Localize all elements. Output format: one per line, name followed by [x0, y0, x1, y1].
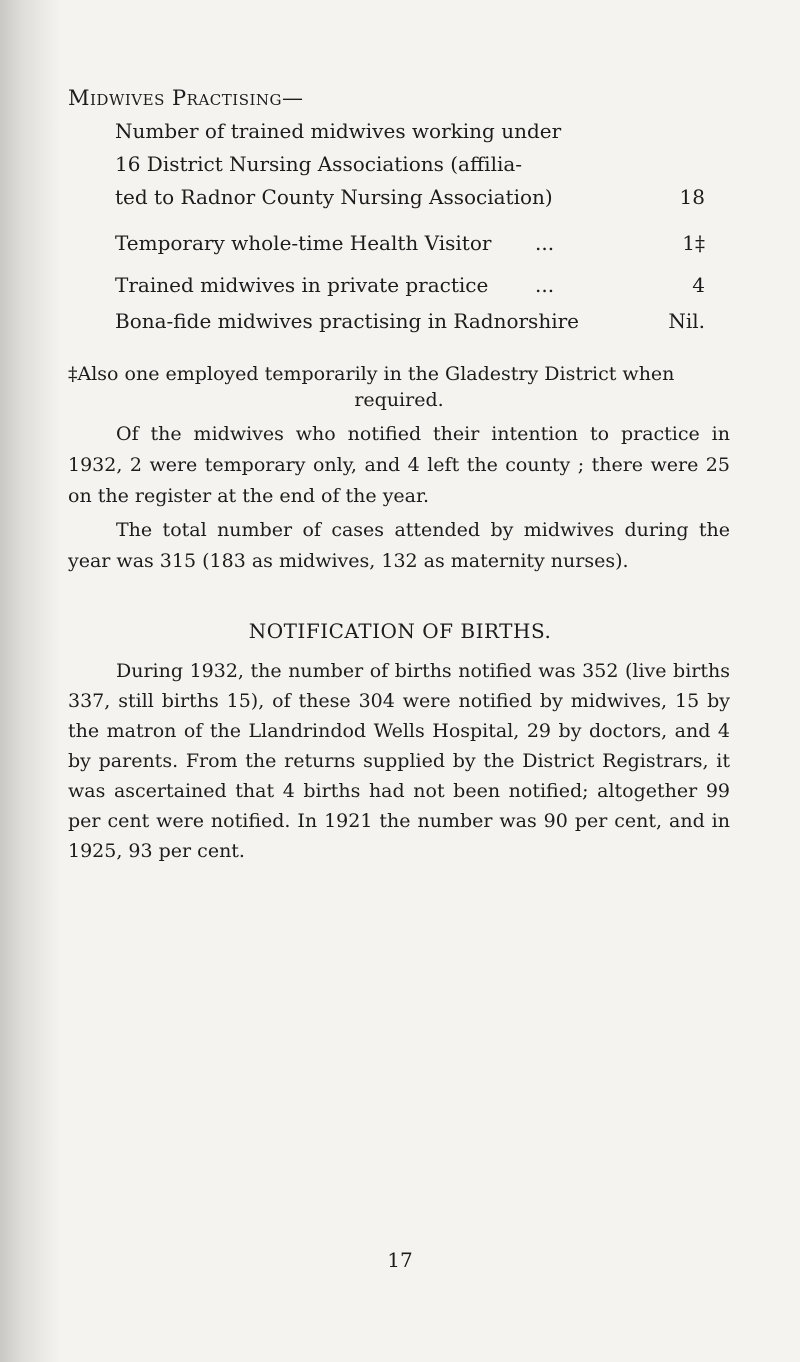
intro-value: 18 — [679, 185, 705, 209]
row-label: Trained midwives in private practice — [115, 273, 489, 297]
table-row-private-practice — [115, 270, 705, 301]
notification-title: NOTIFICATION OF BIRTHS. — [248, 619, 552, 643]
footnote-line-2 — [68, 385, 730, 416]
intro-line-2 — [115, 149, 705, 180]
paragraph-notification: During 1932, the number of births notified was 352 (live births 337, still births 15), of these 304 were notified by midwives, 15 by the matron of the Llandrindod Wells Hospital, 29 by doctors, and 4 by parents. From the returns supplied by the District Registrars, it was ascertained that 4 births had not been notified; altogether 99 per cent were notified. In 1921 the number was 90 per cent, and in 1925, 93 per cent. — [68, 660, 730, 862]
row-label: Bona-fide midwives practising in Radnorshire — [115, 309, 579, 333]
row-value: Nil. — [668, 309, 705, 333]
row-label: Temporary whole-time Health Visitor — [115, 231, 492, 255]
table-row-bona-fide — [115, 306, 705, 337]
row-dots: ... — [535, 273, 555, 297]
paragraph-notified: Of the midwives who notified their intention to practice in 1932, 2 were temporary only, and 4 left the county ; there were 25 on the register at the end of the year. — [68, 423, 730, 507]
intro-line-3 — [115, 182, 705, 213]
intro-line-1-text: Number of trained midwives working under — [115, 119, 562, 143]
footnote-line-2-text: required. — [354, 389, 444, 411]
row-dots: ... — [535, 231, 555, 255]
intro-line-1 — [115, 116, 705, 147]
intro-line-3-text: ted to Radnor County Nursing Association) — [115, 185, 553, 209]
section-heading: Midwives Practising— — [68, 86, 304, 110]
row-value: 1‡ — [682, 231, 705, 255]
page-number: 17 — [387, 1248, 413, 1272]
row-value: 4 — [692, 273, 705, 297]
footnote-line-1-text: ‡Also one employed temporarily in the Gladestry District when — [68, 363, 675, 385]
paragraph-cases: The total number of cases attended by midwives during the year was 315 (183 as midwives, 132 as maternity nurses). — [68, 519, 730, 572]
intro-line-2-text: 16 District Nursing Associations (affilia- — [115, 152, 523, 176]
table-row-health-visitor — [115, 228, 705, 259]
